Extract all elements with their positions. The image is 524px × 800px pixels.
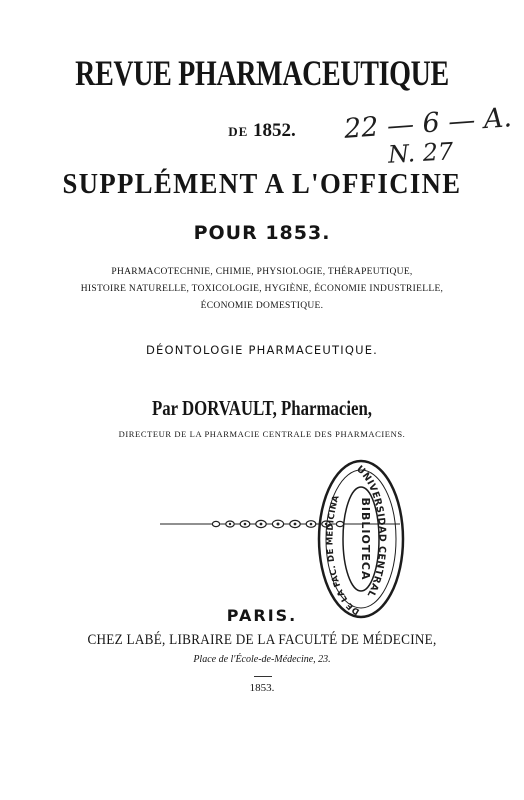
author-title: DIRECTEUR DE LA PHARMACIE CENTRALE DES PHARMACIENS. [118,429,406,439]
book-title: REVUE PHARMACEUTIQUE [75,53,449,93]
handwritten-number: N. 27 [387,137,454,169]
handwritten-shelfmark: 22 — 6 — A. [343,102,513,145]
author-line: Par DORVAULT, Pharmacien, [152,396,372,420]
imprint-city: PARIS. [226,606,298,625]
supplement-year: POUR 1853. [193,222,331,244]
supplement-title: SUPPLÉMENT A L'OFFICINE [62,168,462,200]
topics-list [0,264,524,315]
imprint-publisher: CHEZ LABÉ, LIBRAIRE DE LA FACULTÉ DE MÉDECINE, [87,632,437,648]
stamp-inner-text: BIBLIOTECA [359,497,372,581]
topics-line-2: HISTOIRE NATURELLE, TOXICOLOGIE, HYGIÈNE, ÉCONOMIE INDUSTRIELLE, [80,284,444,294]
deontologie-line: DÉONTOLOGIE PHARMACEUTIQUE. [145,343,379,357]
stamp-bottom-text: DE LA FAC. DE MEDICINA [325,494,362,617]
imprint-year: 1853. [249,682,275,694]
imprint-address: Place de l'École-de-Médecine, 23. [193,654,331,665]
year-value: 1852. [253,120,296,141]
topics-line-3: ÉCONOMIE DOMESTIQUE. [200,301,324,311]
imprint-divider [254,676,272,677]
stamp-outer-text: UNIVERSIDAD CENTRAL [354,463,388,600]
topics-line-1: PHARMACOTECHNIE, CHIMIE, PHYSIOLOGIE, THÉRAPEUTIQUE, [111,267,413,277]
year-prefix: DE [228,124,249,139]
library-stamp [316,458,410,620]
